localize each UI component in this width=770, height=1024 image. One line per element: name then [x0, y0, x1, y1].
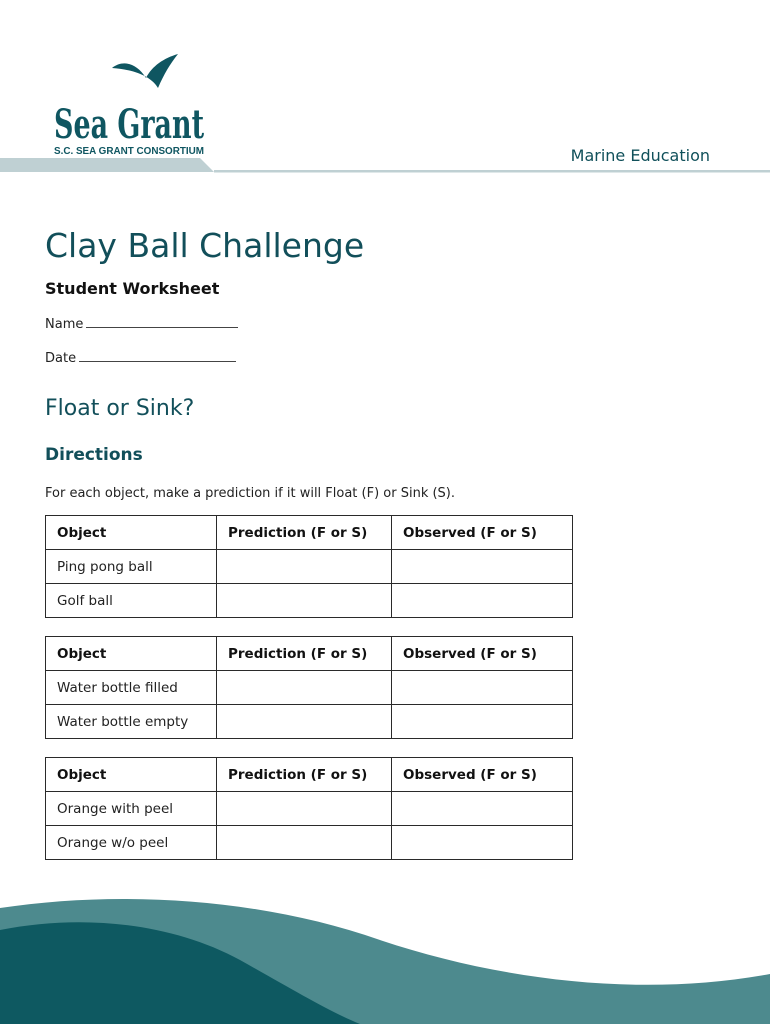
- table-row: [46, 584, 573, 618]
- table-row: [46, 705, 573, 739]
- prediction-cell[interactable]: [217, 792, 392, 826]
- observed-cell[interactable]: [392, 550, 573, 584]
- table-header-row: [46, 516, 573, 550]
- date-field[interactable]: [45, 350, 236, 366]
- table-row: [46, 826, 573, 860]
- observed-cell[interactable]: [392, 584, 573, 618]
- header-observed: Observed (F or S): [392, 758, 573, 792]
- header-observed: Observed (F or S): [392, 637, 573, 671]
- worksheet-subtitle: Student Worksheet: [45, 279, 220, 298]
- logo-wordmark: Sea Grant: [54, 101, 205, 148]
- object-cell: Water bottle empty: [46, 705, 217, 739]
- table-row: [46, 671, 573, 705]
- date-label: Date: [45, 351, 77, 366]
- prediction-cell[interactable]: [217, 671, 392, 705]
- table-row: [46, 792, 573, 826]
- header-prediction: Prediction (F or S): [217, 758, 392, 792]
- table-header-row: [46, 637, 573, 671]
- header-object: Object: [46, 516, 217, 550]
- footer-wave: [0, 880, 770, 1024]
- logo-tagline: S.C. SEA GRANT CONSORTIUM: [54, 145, 205, 157]
- header-object: Object: [46, 637, 217, 671]
- worksheet-table-1: [45, 515, 573, 618]
- header-prediction: Prediction (F or S): [217, 516, 392, 550]
- object-cell: Water bottle filled: [46, 671, 217, 705]
- section-title: Float or Sink?: [45, 396, 195, 421]
- page-title: Clay Ball Challenge: [45, 226, 365, 265]
- directions-text: For each object, make a prediction if it will Float (F) or Sink (S).: [45, 486, 456, 501]
- prediction-cell[interactable]: [217, 550, 392, 584]
- prediction-cell[interactable]: [217, 705, 392, 739]
- department-label: Marine Education: [570, 146, 710, 165]
- name-blank-line[interactable]: [86, 316, 238, 328]
- directions-heading: Directions: [45, 445, 143, 465]
- worksheet-table-2: [45, 636, 573, 739]
- bird-icon: [112, 54, 178, 88]
- header-object: Object: [46, 758, 217, 792]
- object-cell: Ping pong ball: [46, 550, 217, 584]
- object-cell: Orange w/o peel: [46, 826, 217, 860]
- sea-grant-logo: [52, 50, 212, 160]
- header-prediction: Prediction (F or S): [217, 637, 392, 671]
- name-label: Name: [45, 317, 84, 332]
- object-cell: Orange with peel: [46, 792, 217, 826]
- table-row: [46, 550, 573, 584]
- name-field[interactable]: [45, 316, 238, 332]
- prediction-cell[interactable]: [217, 584, 392, 618]
- worksheet-table-3: [45, 757, 573, 860]
- observed-cell[interactable]: [392, 705, 573, 739]
- observed-cell[interactable]: [392, 792, 573, 826]
- date-blank-line[interactable]: [79, 350, 236, 362]
- header-observed: Observed (F or S): [392, 516, 573, 550]
- table-header-row: [46, 758, 573, 792]
- prediction-cell[interactable]: [217, 826, 392, 860]
- observed-cell[interactable]: [392, 826, 573, 860]
- observed-cell[interactable]: [392, 671, 573, 705]
- object-cell: Golf ball: [46, 584, 217, 618]
